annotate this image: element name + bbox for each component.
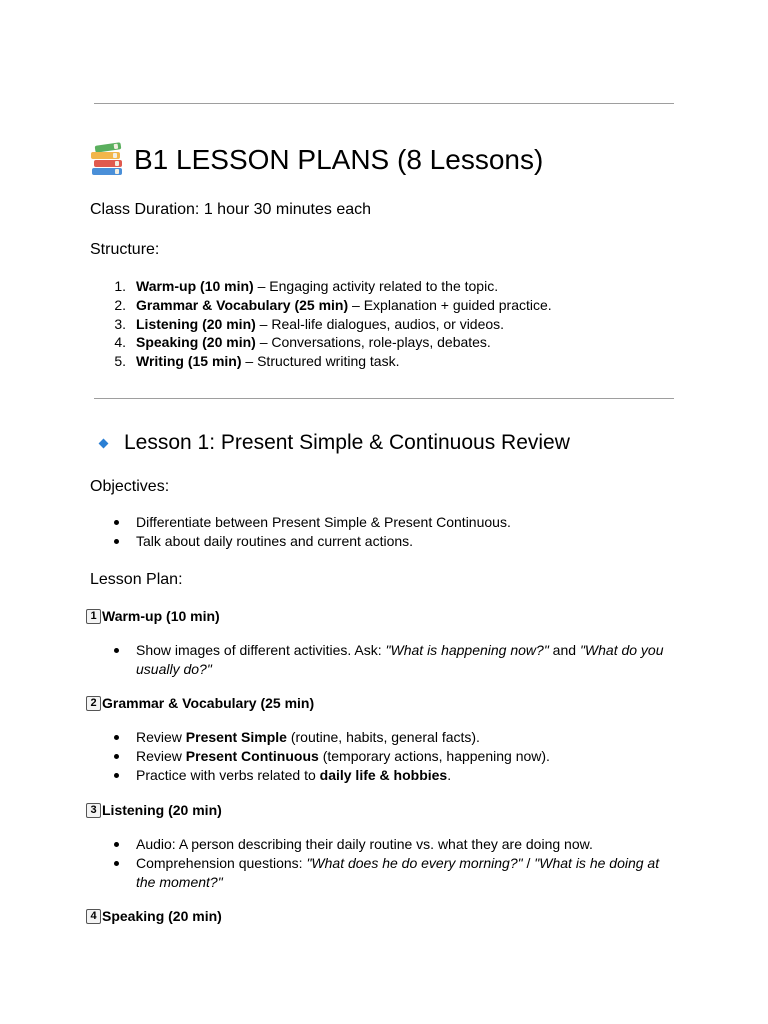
objective-text: Differentiate between Present Simple & Present Continuous.: [136, 514, 511, 530]
warmup-list: [90, 641, 680, 679]
step-label: Speaking (20 min): [102, 908, 222, 924]
list-item: [90, 513, 680, 532]
structure-item-text: – Structured writing task.: [241, 353, 400, 370]
list-item: [90, 315, 552, 334]
structure-item-text: – Explanation + guided practice.: [348, 296, 552, 313]
bullet-icon: [114, 648, 119, 653]
list-item: [90, 333, 552, 352]
structure-item-text: – Real-life dialogues, audios, or videos.: [255, 315, 505, 332]
class-duration: Class Duration: 1 hour 30 minutes each: [90, 201, 372, 218]
blue-diamond-icon: [99, 438, 109, 448]
list-item: Show images of different activities. Ask: "What is happening now?" and "What do you usually do?": [90, 641, 680, 679]
keycap-number-icon: 4: [86, 909, 101, 924]
objectives-list: [90, 513, 680, 551]
structure-item-bold: Warm-up (10 min): [136, 278, 254, 294]
lesson-plan-heading: Lesson Plan:: [90, 571, 183, 588]
bullet-icon: [114, 754, 119, 759]
structure-list: [90, 277, 552, 371]
page-title: [90, 142, 543, 178]
list-number: 1.: [114, 278, 126, 294]
objective-text: Talk about daily routines and current actions.: [136, 532, 414, 549]
horizontal-rule: [94, 398, 674, 399]
step-warmup-heading: [86, 607, 220, 625]
step-listening-heading: [86, 801, 222, 819]
keycap-number-icon: 3: [86, 803, 101, 818]
list-item: [90, 296, 552, 315]
bullet-icon: [114, 773, 119, 778]
list-item: [90, 532, 680, 551]
lesson-title-text: Lesson 1: Present Simple & Continuous Review: [124, 431, 570, 454]
keycap-number-icon: 2: [86, 696, 101, 711]
list-number: 3.: [114, 315, 126, 332]
list-item: [90, 352, 552, 371]
list-item: Audio: A person describing their daily routine vs. what they are doing now.: [90, 835, 680, 854]
bullet-icon: [114, 520, 119, 525]
listening-list: [90, 835, 680, 891]
keycap-number-icon: 1: [86, 609, 101, 624]
objectives-heading: Objectives:: [90, 478, 170, 495]
list-item: Practice with verbs related to daily life & hobbies.: [90, 766, 680, 785]
lesson-title: [98, 429, 570, 457]
step-label: Listening (20 min): [102, 802, 222, 818]
step-label: Warm-up (10 min): [102, 608, 220, 624]
list-item: Review Present Continuous (temporary actions, happening now).: [90, 747, 680, 766]
list-number: 4.: [114, 334, 126, 351]
structure-item-bold: Speaking (20 min): [136, 334, 256, 351]
structure-item-text: – Conversations, role-plays, debates.: [255, 334, 491, 351]
bullet-icon: [114, 842, 119, 847]
list-item: Comprehension questions: "What does he do every morning?" / "What is he doing at the moment?": [90, 854, 680, 892]
list-number: 5.: [114, 353, 126, 370]
structure-item-text: – Engaging activity related to the topic.: [253, 278, 499, 294]
step-label: Grammar & Vocabulary (25 min): [102, 695, 315, 711]
structure-item-bold: Grammar & Vocabulary (25 min): [136, 296, 349, 313]
structure-heading: Structure:: [90, 241, 160, 258]
bullet-icon: [114, 539, 119, 544]
bullet-icon: [114, 735, 119, 740]
bullet-icon: [114, 861, 119, 866]
list-item: Review Present Simple (routine, habits, general facts).: [90, 728, 680, 747]
structure-item-bold: Writing (15 min): [136, 353, 242, 370]
page-title-text: B1 LESSON PLANS (8 Lessons): [134, 144, 544, 175]
step-grammar-heading: [86, 694, 314, 712]
books-icon: [90, 144, 124, 176]
step-speaking-heading: [86, 907, 222, 925]
horizontal-rule: [94, 103, 674, 104]
structure-item-bold: Listening (20 min): [136, 315, 256, 332]
list-number: 2.: [114, 296, 126, 313]
list-item: [90, 277, 552, 296]
grammar-list: [90, 728, 680, 784]
